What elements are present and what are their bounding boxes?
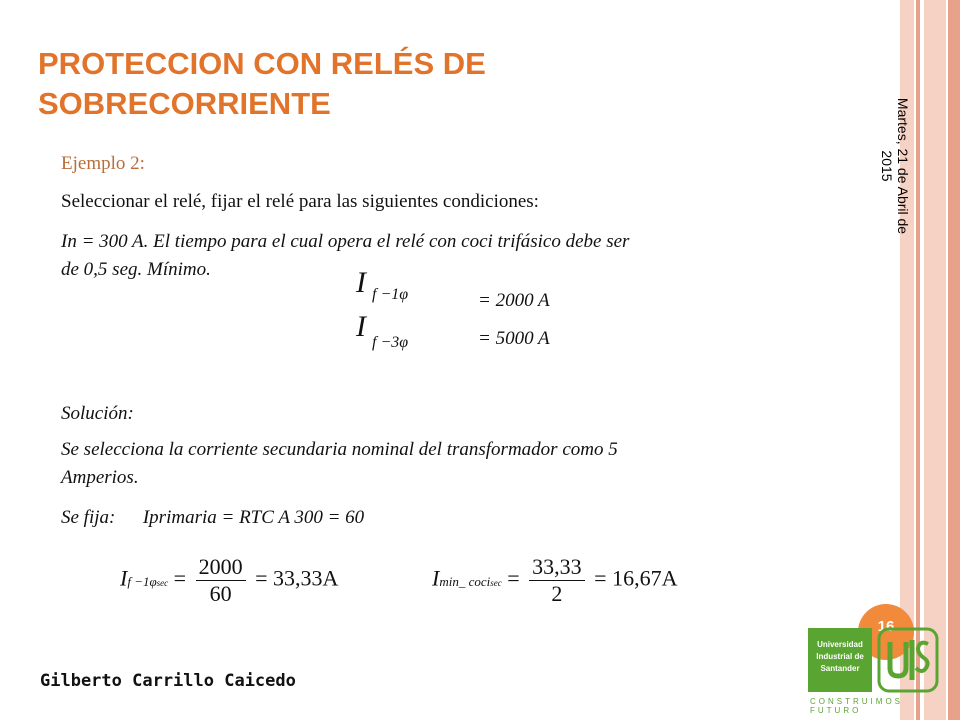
title-line-2: SOBRECORRIENTE xyxy=(38,86,331,121)
fault2-value: = 5000 A xyxy=(478,328,550,349)
equation-1: If −1φsec = $\frac{2000}{60}$ = 33,33A xyxy=(120,554,339,606)
condition-line-1: In = 300 A. El tiempo para el cual opera el relé con coci trifásico debe ser xyxy=(61,231,630,252)
eq2-numerator: 33,33 xyxy=(529,554,585,581)
eq2-subscript: min_ coci xyxy=(439,573,491,589)
solution-line-1: Se selecciona la corriente secundaria nominal del transformador como 5 xyxy=(61,439,618,460)
eq1-fraction xyxy=(196,554,246,607)
eq2-subsub: sec xyxy=(490,577,502,588)
condition-line-2: de 0,5 seg. Mínimo. xyxy=(61,259,211,280)
title-line-1: PROTECCION CON RELÉS DE xyxy=(38,46,486,81)
author-name: Gilberto Carrillo Caicedo xyxy=(40,671,296,691)
logo-line-2: Industrial de xyxy=(816,652,864,661)
fault1-subscript: f −1φ xyxy=(372,286,409,303)
logo-line-3: Santander xyxy=(820,664,860,673)
example-label: Ejemplo 2: xyxy=(61,153,145,174)
slide-title xyxy=(38,44,658,124)
se-fija-label: Se fija: xyxy=(61,507,116,528)
eq1-denominator: 60 xyxy=(209,581,232,606)
eq2-result: = 16,67A xyxy=(594,565,678,591)
eq2-fraction xyxy=(529,554,585,607)
eq1-numerator: 2000 xyxy=(196,554,246,581)
eq2-symbol: I xyxy=(432,565,440,591)
date-line-2: 2015 xyxy=(879,150,895,182)
slide-date xyxy=(879,81,911,251)
eq1-symbol: I xyxy=(120,565,128,591)
eq1-subscript: f −1φ xyxy=(127,573,157,589)
uis-emblem-icon xyxy=(876,626,940,694)
university-logo-box xyxy=(808,628,872,692)
instruction-text: Seleccionar el relé, fijar el relé para las siguientes condiciones: xyxy=(61,191,539,212)
fault2-subscript: f −3φ xyxy=(372,334,409,351)
eq1-subsub: sec xyxy=(156,577,169,588)
stripe xyxy=(916,0,920,720)
stripe xyxy=(924,0,946,720)
equation-2: Imin_ cocisec = $\frac{33,33}{2}$ = 16,67A xyxy=(432,554,678,606)
eq2-denominator: 2 xyxy=(551,581,563,606)
fault2-symbol: I xyxy=(356,310,366,343)
page-number: 16 xyxy=(877,618,895,635)
fault1-symbol: I xyxy=(356,266,366,299)
logo-tagline: CONSTRUIMOS FUTURO xyxy=(810,697,903,715)
fault1-value: = 2000 A xyxy=(478,290,550,311)
stripe xyxy=(948,0,960,720)
solution-line-2: Amperios. xyxy=(61,467,139,488)
eq1-result: = 33,33A xyxy=(255,565,339,591)
date-line-1: Martes, 21 de Abril de xyxy=(895,97,911,235)
se-fija-expression: Iprimaria = RTC A 300 = 60 xyxy=(142,507,365,528)
solution-label: Solución: xyxy=(61,403,134,424)
se-fija-line xyxy=(61,505,861,531)
logo-line-1: Universidad xyxy=(817,640,863,649)
